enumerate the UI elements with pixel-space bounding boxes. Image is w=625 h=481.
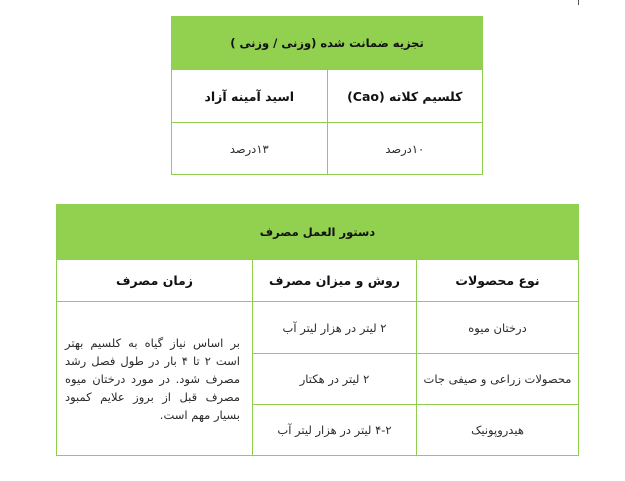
column-header-free-amino-acid: اسید آمینه آزاد <box>172 70 328 123</box>
table-row <box>57 302 579 354</box>
usage-instructions-title: دستور العمل مصرف <box>57 205 579 260</box>
guaranteed-analysis-title: تجزیه ضمانت شده (وزنی / وزنی ) <box>172 17 483 70</box>
guaranteed-analysis-table <box>171 16 483 175</box>
value-calcium-chelate: ۱۰درصد <box>327 123 483 175</box>
product-cell: محصولات زراعی و صیفی جات <box>417 354 579 405</box>
column-header-calcium-chelate: کلسیم کلاته (Cao) <box>327 70 483 123</box>
product-cell: درختان میوه <box>417 302 579 354</box>
column-header-product-type: نوع محصولات <box>417 260 579 302</box>
usage-time-note-cell <box>57 302 253 456</box>
usage-time-note: بر اساس نیاز گیاه به کلسیم بهتر است ۲ تا ۴ بار در طول فصل رشد مصرف شود. در مورد درختان میوه مصرف قبل از بروز علایم کمبود بسیار مهم است. <box>65 335 240 422</box>
method-cell: ۲ لیتر در هکتار <box>253 354 417 405</box>
value-free-amino-acid: ۱۳درصد <box>172 123 328 175</box>
method-cell: ۲ لیتر در هزار لیتر آب <box>253 302 417 354</box>
column-header-method-dosage: روش و میزان مصرف <box>253 260 417 302</box>
product-cell: هیدروپونیک <box>417 405 579 456</box>
page-edge-mark <box>578 0 579 5</box>
method-cell: ۴-۲ لیتر در هزار لیتر آب <box>253 405 417 456</box>
usage-instructions-table <box>56 204 579 456</box>
column-header-usage-time: زمان مصرف <box>57 260 253 302</box>
